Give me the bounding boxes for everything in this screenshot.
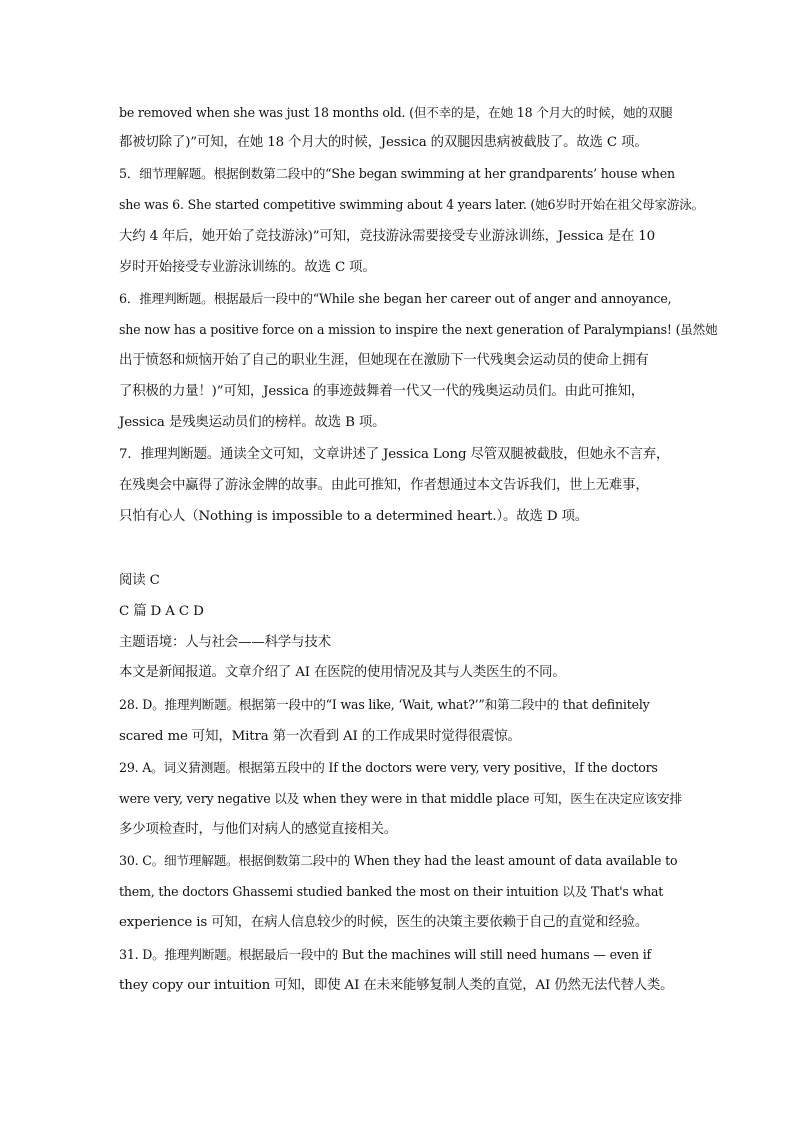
text-line: 5．细节理解题。根据倒数第二段中的“She began swimming at her grandparents’ house when (119, 166, 675, 181)
text-line: scared me 可知，Mitra 第一次看到 AI 的工作成果时觉得很震惊。 (119, 729, 521, 744)
text-line: 29. A。词义猜测题。根据第五段中的 If the doctors were very, very positive，If the doctors (119, 760, 658, 775)
section-heading: 阅读 C (119, 573, 160, 588)
text-line: 31. D。推理判断题。根据最后一段中的 But the machines will still need humans — even if (119, 947, 651, 962)
text-line: 只怕有心人（Nothing is impossible to a determined heart.）。故选 D 项。 (119, 509, 589, 524)
text-line: 都被切除了)”可知，在她 18 个月大的时候，Jessica 的双腿因患病被截肢了。故选 C 项。 (119, 135, 648, 150)
text-line: be removed when she was just 18 months old. (但不幸的是，在她 18 个月大的时候，她的双腿 (119, 105, 673, 120)
text-line: 大约 4 年后，她开始了竞技游泳)”可知，竞技游泳需要接受专业游泳训练，Jessica 是在 10 (119, 229, 655, 244)
text-line: 出于愤怒和烦恼开始了自己的职业生涯，但她现在在激励下一代残奥会运动员的使命上拥有 (119, 353, 649, 368)
text-line: 28. D。推理判断题。根据第一段中的“I was like, ‘Wait, what?’”和第二段中的 that definitely (119, 697, 650, 712)
text-line: she now has a positive force on a mission to inspire the next generation of Paralympians! (虽然她 (119, 322, 718, 337)
theme-context: 主题语境：人与社会——科学与技术 (119, 635, 331, 650)
text-line: 岁时开始接受专业游泳训练的。故选 C 项。 (119, 260, 376, 275)
text-line: 本文是新闻报道。文章介绍了 AI 在医院的使用情况及其与人类医生的不同。 (119, 665, 566, 680)
text-line: 6．推理判断题。根据最后一段中的“While she began her career out of anger and annoyance, (119, 291, 672, 306)
text-line: 7．推理判断题。通读全文可知，文章讲述了 Jessica Long 尽管双腿被截肢，但她永不言弃， (119, 447, 670, 462)
answer-key: C 篇 D A C D (119, 604, 204, 619)
text-line: them, the doctors Ghassemi studied banked the most on their intuition 以及 That's what (119, 884, 664, 899)
text-line: 了积极的力量！)”可知，Jessica 的事迹鼓舞着一代又一代的残奥运动员们。由此可推知， (119, 384, 645, 399)
text-line: 在残奥会中赢得了游泳金牌的故事。由此可推知，作者想通过本文告诉我们，世上无难事， (119, 478, 649, 493)
text-line: they copy our intuition 可知，即使 AI 在未来能够复制人类的直觉，AI 仍然无法代替人类。 (119, 978, 674, 993)
text-line: Jessica 是残奥运动员们的榜样。故选 B 项。 (119, 415, 386, 430)
text-line: 多少项检查时，与他们对病人的感觉直接相关。 (119, 822, 398, 837)
text-line: experience is 可知，在病人信息较少的时候，医生的决策主要依赖于自己的直觉和经验。 (119, 915, 649, 930)
text-line: were very, very negative 以及 when they were in that middle place 可知，医生在决定应该安排 (119, 791, 682, 806)
text-line: she was 6. She started competitive swimming about 4 years later. (她6岁时开始在祖父母家游泳。 (119, 197, 705, 212)
text-line: 30. C。细节理解题。根据倒数第二段中的 When they had the least amount of data available to (119, 853, 678, 868)
